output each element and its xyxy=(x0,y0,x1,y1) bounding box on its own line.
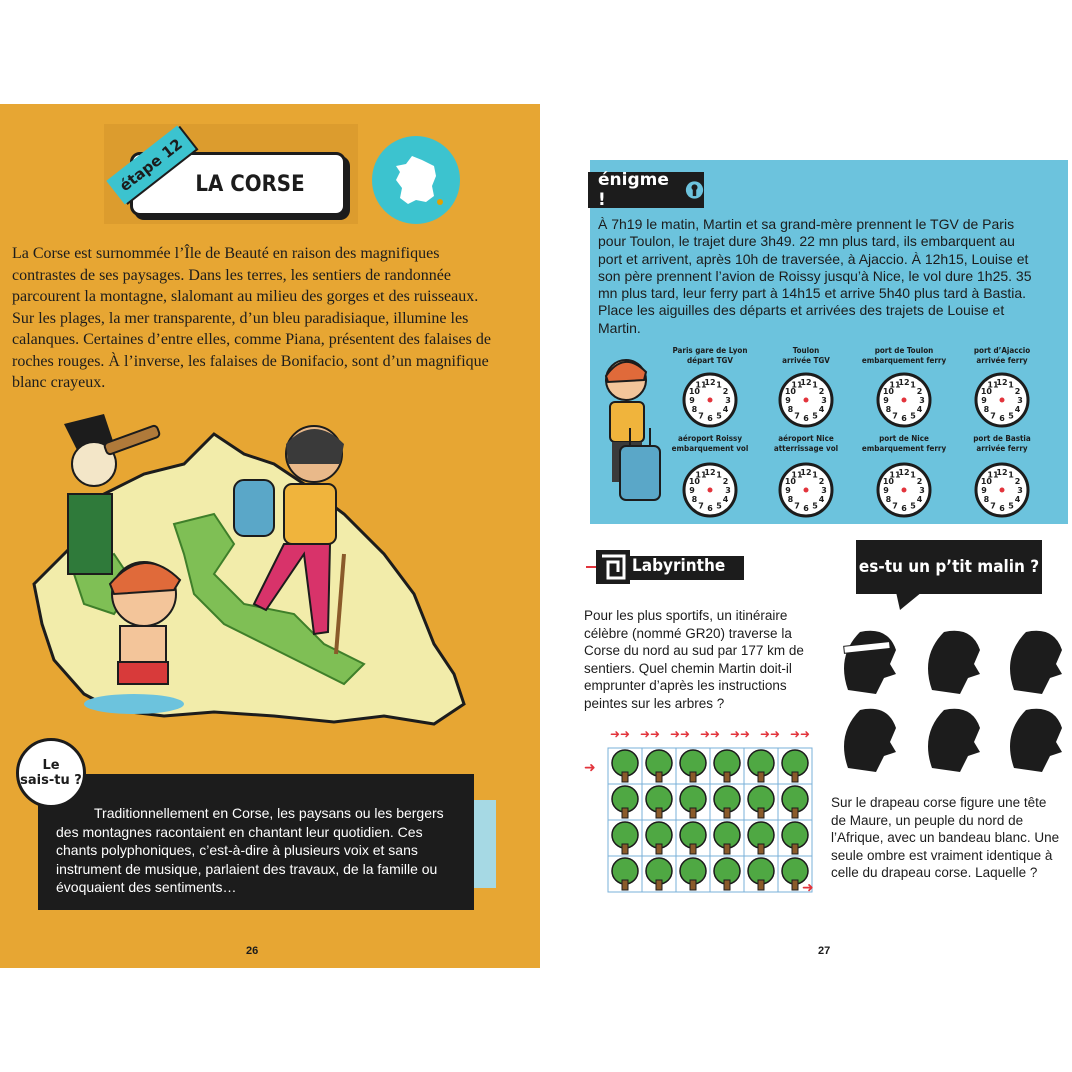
svg-text:5: 5 xyxy=(910,501,916,511)
svg-text:9: 9 xyxy=(689,396,695,405)
svg-text:3: 3 xyxy=(1017,486,1023,495)
svg-text:11: 11 xyxy=(987,470,999,480)
clock-label-line2: embarquement ferry xyxy=(861,356,947,365)
svg-text:6: 6 xyxy=(901,414,907,423)
clock-label-line1: port de Bastia xyxy=(973,434,1031,443)
svg-text:9: 9 xyxy=(785,486,791,495)
clock-face[interactable] xyxy=(974,372,1030,428)
svg-text:3: 3 xyxy=(919,396,925,405)
svg-text:5: 5 xyxy=(812,501,818,511)
svg-text:5: 5 xyxy=(716,411,722,421)
clock-label-line2: départ TGV xyxy=(687,356,733,365)
svg-text:1: 1 xyxy=(716,380,722,390)
svg-text:➜➜: ➜➜ xyxy=(790,727,811,741)
svg-text:7: 7 xyxy=(794,501,800,511)
svg-text:3: 3 xyxy=(725,486,731,495)
clock-label-line1: port de Nice xyxy=(879,434,929,443)
svg-text:6: 6 xyxy=(707,414,713,423)
svg-text:2: 2 xyxy=(818,387,825,396)
svg-text:1: 1 xyxy=(910,470,916,480)
le-sais-tu-line1: Le xyxy=(42,758,60,773)
svg-text:7: 7 xyxy=(892,501,898,511)
page-title: LA CORSE xyxy=(195,171,305,197)
clock-label-line2: arrivée ferry xyxy=(976,356,1028,365)
svg-text:12: 12 xyxy=(704,378,716,387)
svg-text:3: 3 xyxy=(919,486,925,495)
svg-text:4: 4 xyxy=(1014,495,1021,504)
svg-text:6: 6 xyxy=(707,504,713,513)
clock-label xyxy=(850,346,958,366)
svg-text:8: 8 xyxy=(691,405,698,414)
svg-text:10: 10 xyxy=(980,387,992,396)
svg-text:12: 12 xyxy=(704,468,716,477)
moor-head-silhouettes[interactable] xyxy=(832,626,1068,776)
svg-text:5: 5 xyxy=(812,411,818,421)
svg-text:2: 2 xyxy=(818,477,825,486)
svg-text:4: 4 xyxy=(818,405,825,414)
svg-text:1: 1 xyxy=(1008,470,1014,480)
le-sais-tu-text: Traditionnellement en Corse, les paysans ou les bergers des montagnes racontaient en chantant leur quotidien. Ces chants polyphoniques, c’est-à-dire à plusieurs voix et sans instrument de musique, parlaient des travaux, de la famille ou évoquaient des sentiments… xyxy=(56,805,444,895)
svg-text:5: 5 xyxy=(910,411,916,421)
svg-text:11: 11 xyxy=(791,470,803,480)
svg-text:8: 8 xyxy=(885,495,892,504)
svg-text:➜: ➜ xyxy=(802,880,814,896)
svg-text:1: 1 xyxy=(910,380,916,390)
svg-text:10: 10 xyxy=(688,387,700,396)
svg-text:8: 8 xyxy=(787,405,794,414)
svg-text:1: 1 xyxy=(812,470,818,480)
svg-text:5: 5 xyxy=(1008,501,1014,511)
svg-text:12: 12 xyxy=(898,468,910,477)
svg-text:1: 1 xyxy=(1008,380,1014,390)
clock-label xyxy=(752,434,860,454)
svg-text:11: 11 xyxy=(695,380,707,390)
clock-label xyxy=(656,434,764,454)
svg-text:10: 10 xyxy=(980,477,992,486)
clock-face[interactable] xyxy=(682,372,738,428)
malin-bubble-tail xyxy=(896,592,926,612)
svg-text:7: 7 xyxy=(698,411,704,421)
svg-text:1: 1 xyxy=(716,470,722,480)
svg-text:6: 6 xyxy=(803,414,809,423)
clock-label-line2: atterrissage vol xyxy=(773,444,839,453)
france-shape xyxy=(372,136,460,224)
svg-text:4: 4 xyxy=(916,405,923,414)
svg-text:4: 4 xyxy=(818,495,825,504)
svg-text:5: 5 xyxy=(1008,411,1014,421)
le-sais-tu-bubble xyxy=(16,738,86,808)
svg-text:8: 8 xyxy=(691,495,698,504)
svg-text:3: 3 xyxy=(725,396,731,405)
svg-text:8: 8 xyxy=(885,405,892,414)
malin-header xyxy=(856,540,1042,594)
svg-text:9: 9 xyxy=(981,486,987,495)
svg-text:10: 10 xyxy=(688,477,700,486)
clock-label-line1: aéroport Nice xyxy=(778,434,834,443)
clock-face[interactable] xyxy=(778,462,834,518)
svg-text:4: 4 xyxy=(1014,405,1021,414)
svg-text:➜➜: ➜➜ xyxy=(670,727,691,741)
svg-text:9: 9 xyxy=(689,486,695,495)
svg-text:2: 2 xyxy=(916,387,923,396)
etape-label: étape 12 xyxy=(116,134,186,196)
clock-label xyxy=(948,346,1056,366)
svg-text:➜➜: ➜➜ xyxy=(760,727,781,741)
page-number-right: 27 xyxy=(818,945,831,957)
clock-label xyxy=(656,346,764,366)
svg-text:8: 8 xyxy=(983,495,990,504)
svg-text:10: 10 xyxy=(882,387,894,396)
svg-text:7: 7 xyxy=(698,501,704,511)
svg-text:6: 6 xyxy=(999,414,1005,423)
svg-text:12: 12 xyxy=(800,468,812,477)
svg-text:2: 2 xyxy=(722,477,729,486)
svg-text:2: 2 xyxy=(1014,477,1021,486)
svg-text:6: 6 xyxy=(901,504,907,513)
svg-text:11: 11 xyxy=(987,380,999,390)
svg-text:➜➜: ➜➜ xyxy=(640,727,661,741)
svg-text:8: 8 xyxy=(787,495,794,504)
svg-text:7: 7 xyxy=(990,411,996,421)
clock-face[interactable] xyxy=(974,462,1030,518)
svg-text:12: 12 xyxy=(996,378,1008,387)
svg-text:➜➜: ➜➜ xyxy=(730,727,751,741)
svg-text:5: 5 xyxy=(716,501,722,511)
svg-text:11: 11 xyxy=(889,470,901,480)
clock-label-line1: port de Toulon xyxy=(874,346,934,355)
clock-label-line2: embarquement ferry xyxy=(861,444,947,453)
svg-text:8: 8 xyxy=(983,405,990,414)
clock-label-line2: arrivée TGV xyxy=(782,356,830,365)
clock-label xyxy=(948,434,1056,454)
malin-title: es-tu un p’tit malin ? xyxy=(858,557,1040,577)
clock-label-line1: port d’Ajaccio xyxy=(973,346,1031,355)
svg-text:12: 12 xyxy=(996,468,1008,477)
svg-text:➜➜: ➜➜ xyxy=(700,727,721,741)
clock-label-line1: aéroport Roissy xyxy=(677,434,743,443)
svg-text:12: 12 xyxy=(898,378,910,387)
clock-label-line1: Paris gare de Lyon xyxy=(672,346,748,355)
le-sais-tu-line2: sais-tu ? xyxy=(20,773,82,788)
svg-text:4: 4 xyxy=(722,405,729,414)
svg-text:11: 11 xyxy=(889,380,901,390)
svg-text:3: 3 xyxy=(1017,396,1023,405)
svg-text:10: 10 xyxy=(784,387,796,396)
svg-text:7: 7 xyxy=(794,411,800,421)
svg-text:➜: ➜ xyxy=(584,760,596,776)
labyrinthe-text: Pour les plus sportifs, un itinéraire célèbre (nommé GR20) traverse la Corse du nord au sud par 177 km de sentiers. Quel chemin Martin doit-il emprunter d’après les instructions peintes sur les arbres ? xyxy=(584,608,804,711)
svg-text:2: 2 xyxy=(722,387,729,396)
svg-text:9: 9 xyxy=(883,486,889,495)
svg-text:1: 1 xyxy=(812,380,818,390)
clock-label-line2: embarquement vol xyxy=(671,444,749,453)
malin-text: Sur le drapeau corse figure une tête de Maure, un peuple du nord de l’Afrique, avec un bandeau blanc. Une seule ombre est vraiment identique à celle du drapeau corse. Laquelle ? xyxy=(831,795,1060,880)
clock-label-line1: Toulon xyxy=(792,346,820,355)
keyhole-icon xyxy=(685,179,704,201)
svg-text:9: 9 xyxy=(883,396,889,405)
le-sais-tu-box xyxy=(38,774,474,910)
svg-text:4: 4 xyxy=(722,495,729,504)
svg-text:3: 3 xyxy=(821,486,827,495)
clock-label xyxy=(752,346,860,366)
clock-label-line2: arrivée ferry xyxy=(976,444,1028,453)
svg-text:3: 3 xyxy=(821,396,827,405)
svg-text:9: 9 xyxy=(785,396,791,405)
enigme-header xyxy=(588,172,704,208)
labyrinthe-title: Labyrinthe xyxy=(632,556,726,576)
svg-text:10: 10 xyxy=(784,477,796,486)
clock-label xyxy=(850,434,958,454)
corsica-illustration xyxy=(14,404,484,734)
page-number-left: 26 xyxy=(246,945,259,957)
svg-text:4: 4 xyxy=(916,495,923,504)
svg-text:7: 7 xyxy=(892,411,898,421)
svg-text:9: 9 xyxy=(981,396,987,405)
svg-text:➜➜: ➜➜ xyxy=(610,727,631,741)
clock-face[interactable] xyxy=(876,462,932,518)
svg-text:11: 11 xyxy=(791,380,803,390)
svg-text:2: 2 xyxy=(916,477,923,486)
tree-maze[interactable] xyxy=(582,724,820,900)
svg-text:6: 6 xyxy=(803,504,809,513)
france-map-icon xyxy=(372,136,460,224)
svg-text:6: 6 xyxy=(999,504,1005,513)
svg-text:11: 11 xyxy=(695,470,707,480)
clock-face[interactable] xyxy=(778,372,834,428)
intro-paragraph: La Corse est surnommée l’Île de Beauté en raison des magnifiques contrastes de ses paysages. Dans les terres, les sentiers de randonnée parcourent la montagne, slalomant au milieu des gorges et des ruisseaux. Sur les plages, la mer transparente, d’un bleu paradisiaque, illumine les calanques. Certaines d’entre elles, comme Piana, présentent des falaises de roches rouges. À l’inverse, les falaises de Bonifacio, sont d’un magnifique blanc crayeux. xyxy=(12,245,491,391)
svg-text:7: 7 xyxy=(990,501,996,511)
enigme-text: À 7h19 le matin, Martin et sa grand-mère prennent le TGV de Paris pour Toulon, le trajet dure 3h49. 22 mn plus tard, ils embarquent au port et arrivent, après 10h de traversée, à Ajaccio. À 12h15, Louise et son père prennent l’avion de Roissy jusqu’à Nice, le vol dure 1h25. 35 mn plus tard, leur ferry part à 14h15 et arrive 5h40 plus tard à Bastia. Place les aiguilles des départs et arrivées des trajets de Louise et Martin. xyxy=(598,216,1032,336)
clock-face[interactable] xyxy=(682,462,738,518)
enigme-title: énigme ! xyxy=(598,170,669,210)
svg-text:12: 12 xyxy=(800,378,812,387)
svg-text:2: 2 xyxy=(1014,387,1021,396)
clock-face[interactable] xyxy=(876,372,932,428)
svg-text:10: 10 xyxy=(882,477,894,486)
martin-illustration xyxy=(596,350,668,506)
